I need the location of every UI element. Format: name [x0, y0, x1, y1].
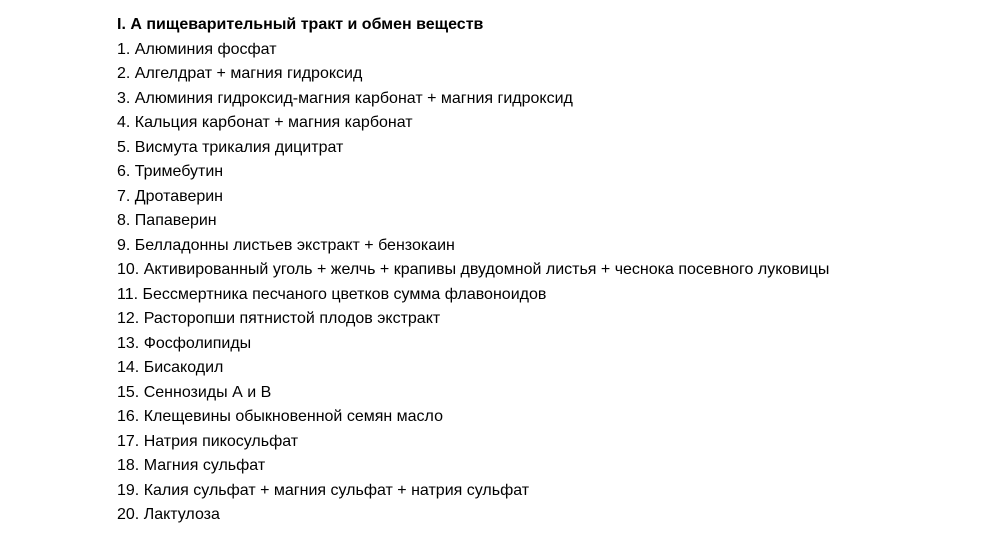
list-item: 13. Фосфолипиды	[117, 334, 252, 352]
list-item: 4. Кальция карбонат + магния карбонат	[117, 114, 413, 131]
list-item: 16. Клещевины обыкновенной семян масло	[117, 408, 443, 425]
list-item: 8. Папаверин	[117, 212, 217, 229]
list-item: 19. Калия сульфат + магния сульфат + натрия сульфат	[117, 481, 530, 499]
list-item: 17. Натрия пикосульфат	[117, 432, 299, 450]
list-item: 2. Алгелдрат + магния гидроксид	[117, 65, 363, 82]
list-item: 1. Алюминия фосфат	[117, 40, 277, 58]
list-item: 3. Алюминия гидроксид-магния карбонат + магния гидроксид	[117, 89, 573, 107]
list-item: 20. Лактулоза	[117, 506, 220, 523]
section-heading: I. А пищеварительный тракт и обмен веществ	[117, 16, 484, 33]
document-body	[117, 13, 865, 528]
list-item: 12. Расторопши пятнистой плодов экстракт	[117, 310, 441, 327]
list-item: 6. Тримебутин	[117, 163, 224, 180]
list-item: 10. Активированный уголь + желчь + крапивы двудомной листья + чеснока посевного луковицы	[117, 261, 830, 278]
list-item: 11. Бессмертника песчаного цветков сумма флавоноидов	[117, 285, 547, 303]
drug-list	[117, 38, 865, 528]
list-item: 14. Бисакодил	[117, 359, 224, 376]
list-item: 5. Висмута трикалия дицитрат	[117, 138, 344, 156]
list-item: 15. Сеннозиды А и В	[117, 383, 272, 401]
list-item: 9. Белладонны листьев экстракт + бензокаин	[117, 236, 455, 254]
list-item: 7. Дротаверин	[117, 187, 224, 205]
list-item: 18. Магния сульфат	[117, 457, 266, 474]
